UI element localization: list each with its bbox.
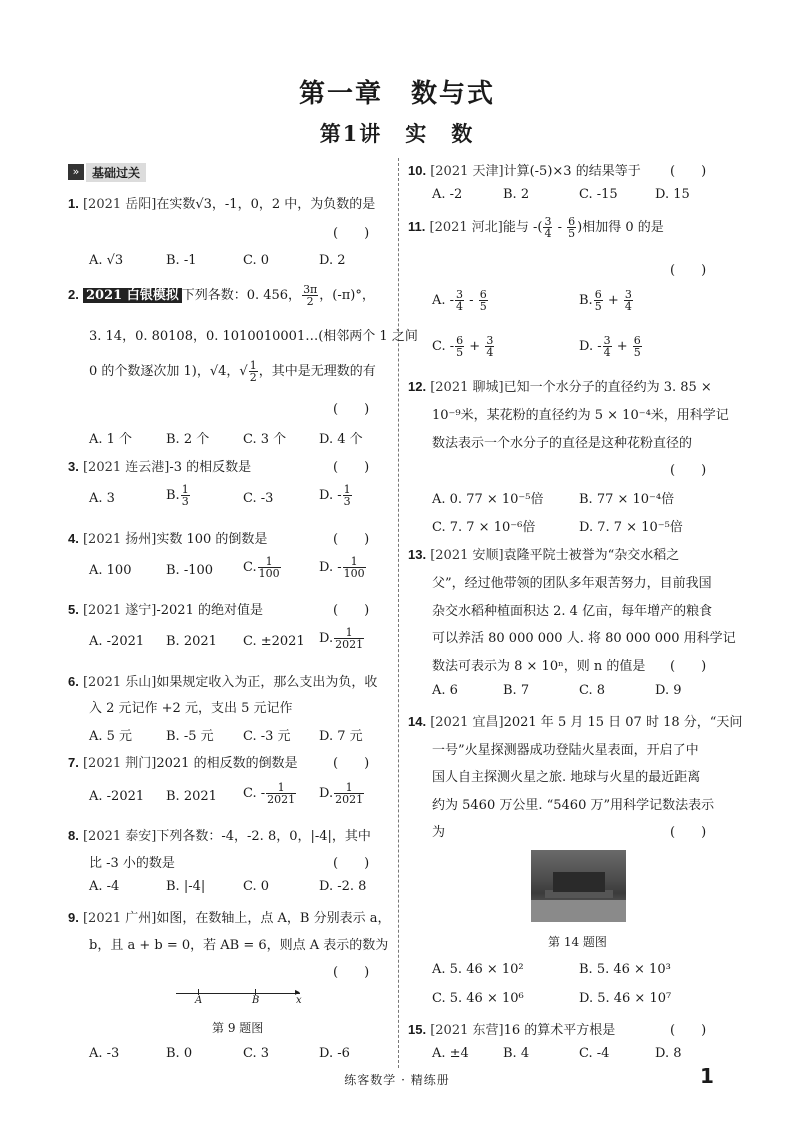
figure-caption: 第 9 题图 [212, 1021, 264, 1035]
question-source: [2021 宜昌] [430, 715, 504, 730]
question-source: [2021 连云港] [82, 460, 170, 475]
answer-bracket: ( ) [670, 825, 707, 840]
point-a-label: A [195, 995, 203, 1006]
question-number: 14. [408, 714, 427, 729]
question-12 [408, 376, 712, 395]
question-14-line-3: 国人自主探测火星之旅. 地球与火星的最近距离 [432, 770, 701, 785]
question-source: [2021 安顺] [430, 548, 504, 563]
option-a: A. 0. 77 × 10⁻⁵倍 [432, 492, 544, 507]
option-b: B. 2 个 [166, 432, 210, 447]
option-b: B. -1 [166, 253, 197, 268]
question-13-line-2: 父”，经过他带领的团队多年艰苦努力，目前我国 [432, 576, 712, 591]
question-number: 15. [408, 1022, 427, 1037]
option-d: D. -2. 8 [319, 879, 367, 894]
option-c: C. 3 [243, 1046, 270, 1061]
answer-bracket: ( ) [333, 856, 370, 871]
option-d: D. 5. 46 × 10⁷ [579, 991, 672, 1006]
option-b: B. -5 元 [166, 729, 214, 744]
question-4 [68, 528, 267, 547]
option-a: A. 1 个 [89, 432, 133, 447]
option-b: B. 0 [166, 1046, 193, 1061]
double-chevron-icon: » [68, 164, 84, 180]
axis-label: x [296, 995, 302, 1006]
question-11: 11. [2021 河北]能与 -( $\frac{3}{4}$ - $\frac{6}{5}$ )相加得 0 的是 [408, 215, 664, 240]
answer-bracket: ( ) [670, 164, 707, 179]
question-text: -3 的相反数是 [169, 460, 252, 475]
question-2-line-2: 3. 14，0. 80108，0. 1010010001…(相邻两个 1 之间 [89, 329, 418, 344]
question-source: [2021 天津] [430, 164, 504, 179]
question-1 [68, 193, 375, 212]
question-13 [408, 544, 679, 563]
question-2-line-3 [89, 360, 376, 383]
question-6 [68, 671, 377, 690]
question-text: 计算(-5)×3 的结果等于 [503, 164, 641, 179]
question-source: [2021 荆门] [82, 756, 157, 771]
chapter-title: 第一章 数与式 [298, 79, 495, 109]
option-d: D. 15 [655, 187, 690, 202]
question-9 [68, 907, 390, 926]
question-source: [2021 遂宁] [82, 603, 157, 618]
option-a: A. -2021 [89, 789, 145, 804]
question-10 [408, 160, 641, 179]
option-c: C. -15 [579, 187, 618, 202]
answer-bracket: ( ) [670, 463, 707, 478]
question-9-line-2: b，且 a + b = 0，若 AB = 6，则点 A 表示的数为 [89, 938, 389, 953]
question-text: -2021 的绝对值是 [156, 603, 263, 618]
question-source: [2021 河北] [429, 220, 503, 235]
option-d: D. 7 元 [319, 729, 363, 744]
figure-caption: 第 14 题图 [548, 935, 607, 949]
option-d: D. - $\frac{1}{100}$ [319, 555, 365, 580]
option-d: D. 2 [319, 253, 346, 268]
question-14-line-4: 约为 5460 万公里. “5460 万”用科学记数法表示 [432, 798, 715, 813]
number-line [176, 993, 300, 994]
option-d: D. 9 [655, 683, 682, 698]
option-d: D. $\frac{1}{2021}$ [319, 781, 364, 806]
question-8 [68, 825, 371, 844]
question-text: 袁隆平院士被誉为“杂交水稻之 [503, 548, 680, 563]
option-c: C. - $\frac{1}{2021}$ [243, 781, 296, 806]
question-text: 下列各数：0. 456， [181, 288, 302, 303]
question-text: 能与 -( [502, 220, 543, 235]
question-number: 8. [68, 828, 79, 843]
option-d: D. 7. 7 × 10⁻⁵倍 [579, 520, 683, 535]
option-b: B. 5. 46 × 10³ [579, 962, 671, 977]
question-number: 9. [68, 910, 79, 925]
question-source: [2021 广州] [82, 911, 157, 926]
option-b: B. 2021 [166, 789, 217, 804]
option-b: B. 7 [503, 683, 530, 698]
option-c: C. 8 [579, 683, 606, 698]
question-text: ，(-π)°， [319, 288, 375, 303]
question-text: 2021 的相反数的倒数是 [156, 756, 298, 771]
question-number: 3. [68, 459, 79, 474]
section-badge [68, 163, 146, 181]
question-number: 12. [408, 379, 427, 394]
option-a: A. 6 [432, 683, 458, 698]
option-d: D. $\frac{1}{2021}$ [319, 626, 364, 651]
question-source: [2021 泰安] [82, 829, 157, 844]
question-source: [2021 东营] [430, 1023, 504, 1038]
axis-arrow-icon: ▸ [295, 987, 301, 998]
answer-bracket: ( ) [333, 402, 370, 417]
question-number: 10. [408, 163, 427, 178]
fraction: $\frac{1}{2}$ [249, 359, 257, 384]
option-a: A. √3 [89, 253, 124, 268]
question-14-line-2: 一号”火星探测器成功登陆火星表面，开启了中 [432, 743, 699, 758]
option-b: B. $\frac{1}{3}$ [166, 483, 189, 508]
option-c: C. 5. 46 × 10⁶ [432, 991, 524, 1006]
question-number: 1. [68, 196, 79, 211]
question-number: 7. [68, 755, 79, 770]
option-b: B. 2021 [166, 634, 217, 649]
question-number: 5. [68, 602, 79, 617]
option-a: A. 5. 46 × 10² [432, 962, 524, 977]
option-a: A. ±4 [432, 1046, 469, 1061]
option-c: C. 7. 7 × 10⁻⁶倍 [432, 520, 536, 535]
option-b: B. 77 × 10⁻⁴倍 [579, 492, 675, 507]
option-d: D. - $\frac{1}{3}$ [319, 483, 351, 508]
question-text: 已知一个水分子的直径约为 3. 85 × [503, 380, 712, 395]
option-d: D. 4 个 [319, 432, 363, 447]
question-text: 在实数√3，-1，0，2 中，为负数的是 [156, 197, 376, 212]
question-14 [408, 711, 742, 730]
question-number: 13. [408, 547, 427, 562]
option-b: B. |-4| [166, 879, 206, 894]
option-a: A. - $\frac{3}{4}$ - $\frac{6}{5}$ [432, 288, 487, 313]
option-d: D. -6 [319, 1046, 350, 1061]
question-number: 2. [68, 287, 79, 302]
answer-bracket: ( ) [333, 603, 370, 618]
question-12-line-3: 数法表示一个水分子的直径是这种花粉直径的 [432, 436, 693, 451]
option-c: C. 3 个 [243, 432, 287, 447]
fraction: $\frac{3\pi}{2}$ [303, 283, 318, 308]
question-number: 4. [68, 531, 79, 546]
answer-bracket: ( ) [670, 263, 707, 278]
question-5 [68, 599, 263, 618]
option-c: C. ±2021 [243, 634, 305, 649]
option-a: A. -3 [89, 1046, 120, 1061]
mars-rover-photo [531, 850, 626, 922]
question-13-line-3: 杂交水稻种植面积达 2. 4 亿亩，每年增产的粮食 [432, 604, 713, 619]
answer-bracket: ( ) [333, 460, 370, 475]
question-number: 6. [68, 674, 79, 689]
option-a: A. 5 元 [89, 729, 133, 744]
option-a: A. -2 [432, 187, 463, 202]
option-c: C. - $\frac{6}{5}$ + $\frac{3}{4}$ [432, 334, 494, 359]
answer-bracket: ( ) [333, 532, 370, 547]
answer-bracket: ( ) [333, 965, 370, 980]
section-badge-label: 基础过关 [86, 163, 146, 182]
answer-bracket: ( ) [670, 1023, 707, 1038]
question-source: [2021 岳阳] [82, 197, 157, 212]
answer-bracket: ( ) [670, 659, 707, 674]
answer-bracket: ( ) [333, 756, 370, 771]
question-text: 如图，在数轴上，点 A，B 分别表示 a， [156, 911, 391, 926]
option-c: C. 0 [243, 879, 270, 894]
option-c: C. $\frac{1}{100}$ [243, 555, 280, 580]
question-13-line-4: 可以养活 80 000 000 人. 将 80 000 000 用科学记 [432, 631, 736, 646]
option-b: B. $\frac{6}{5}$ + $\frac{3}{4}$ [579, 288, 632, 313]
page-number: 1 [700, 1064, 714, 1088]
option-a: A. -4 [89, 879, 120, 894]
option-c: C. -4 [579, 1046, 610, 1061]
question-text: 如果规定收入为正，那么支出为负，收 [156, 675, 378, 690]
column-divider [398, 158, 399, 1068]
lesson-title: 第1讲 实 数 [319, 121, 475, 146]
question-text: ，其中是无理数的有 [258, 364, 376, 379]
answer-bracket: ( ) [333, 226, 370, 241]
option-d: D. 8 [655, 1046, 682, 1061]
question-3 [68, 456, 251, 475]
question-source: [2021 乐山] [82, 675, 157, 690]
question-8-line-2: 比 -3 小的数是 [89, 856, 175, 871]
question-14-line-5: 为 [432, 825, 446, 840]
question-13-line-5: 数法可表示为 8 × 10ⁿ，则 n 的值是 [432, 659, 646, 674]
option-a: A. 3 [89, 491, 115, 506]
question-6-line-2: 入 2 元记作 +2 元，支出 5 元记作 [89, 701, 293, 716]
question-source: [2021 聊城] [430, 380, 504, 395]
question-12-line-2: 10⁻⁹米，某花粉的直径约为 5 × 10⁻⁴米，用科学记 [432, 408, 729, 423]
question-15 [408, 1019, 615, 1038]
option-c: C. -3 元 [243, 729, 291, 744]
page-footer: 练客数学 · 精练册 [344, 1073, 450, 1087]
question-7 [68, 752, 298, 771]
question-source: 2021 白银模拟 [83, 288, 182, 303]
option-b: B. -100 [166, 563, 214, 578]
question-text: 16 的算术平方根是 [503, 1023, 616, 1038]
question-source: [2021 扬州] [82, 532, 157, 547]
question-text: 0 的个数逐次加 1)，√4，√ [89, 364, 248, 379]
question-2 [68, 284, 375, 307]
question-number: 11. [408, 219, 426, 234]
question-text: 实数 100 的倒数是 [156, 532, 268, 547]
question-text: 2021 年 5 月 15 日 07 时 18 分，“天问 [503, 715, 743, 730]
option-c: C. 0 [243, 253, 270, 268]
option-d: D. - $\frac{3}{4}$ + $\frac{6}{5}$ [579, 334, 641, 359]
option-a: A. 100 [89, 563, 132, 578]
option-b: B. 2 [503, 187, 530, 202]
point-b-label: B [252, 995, 260, 1006]
question-text: 下列各数：-4，-2. 8，0，|-4|，其中 [156, 829, 371, 844]
option-b: B. 4 [503, 1046, 530, 1061]
option-a: A. -2021 [89, 634, 145, 649]
question-text: )相加得 0 的是 [577, 220, 664, 235]
option-c: C. -3 [243, 491, 274, 506]
